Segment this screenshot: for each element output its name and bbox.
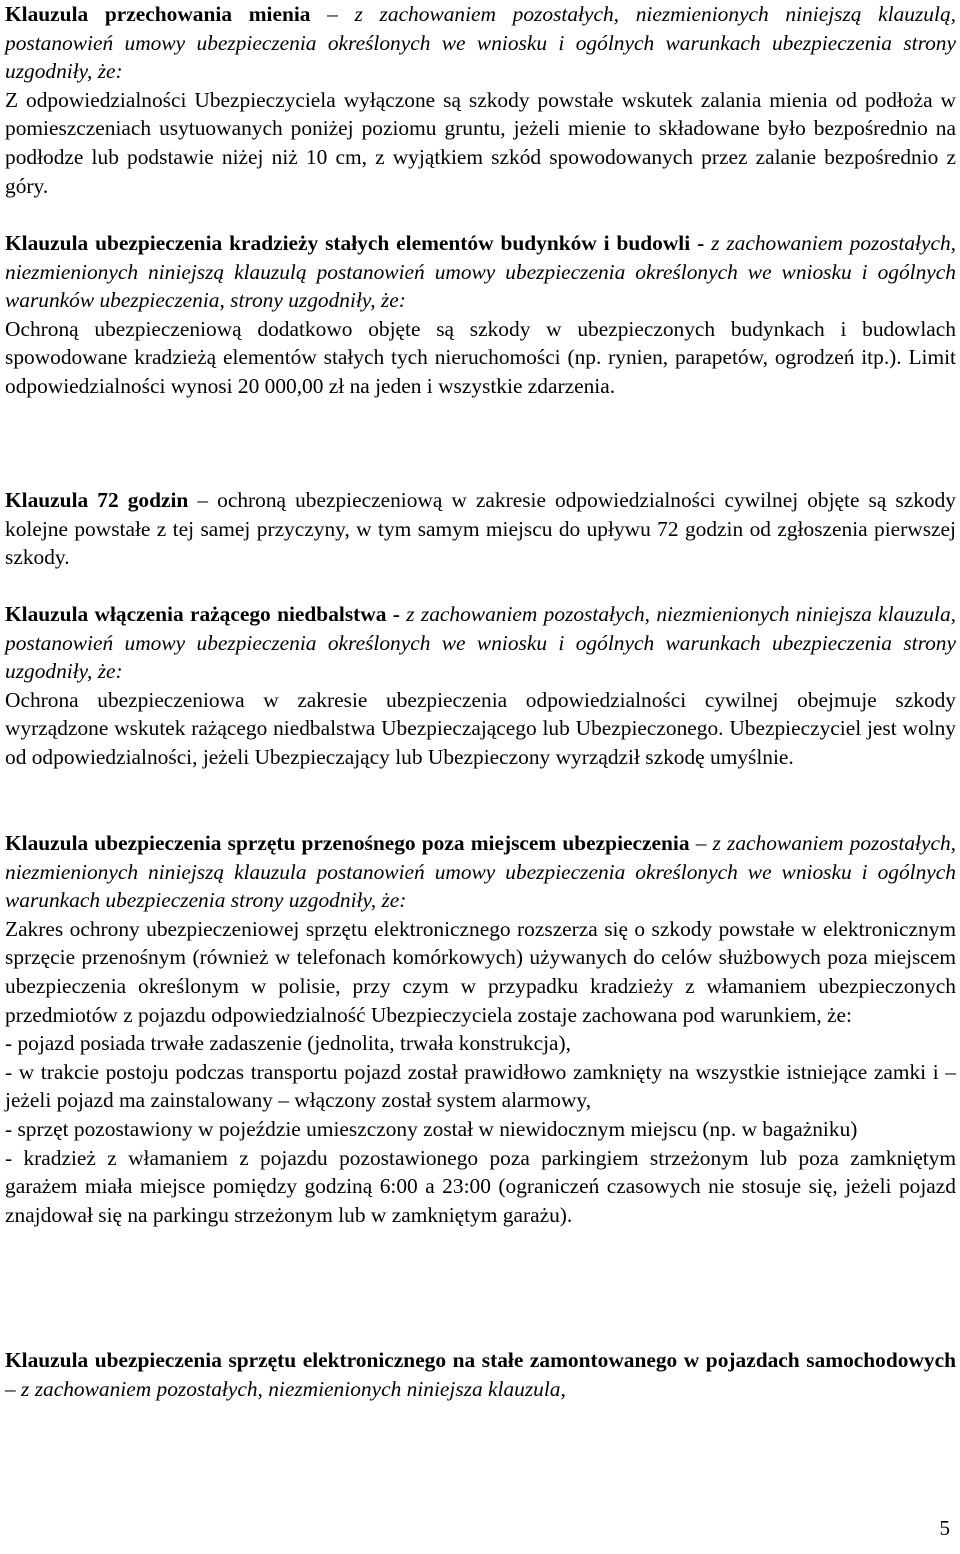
clause-separator: - xyxy=(690,231,712,255)
clause-separator: – xyxy=(5,1376,22,1401)
clause-intro: z zachowaniem pozostałych, niezmienionych niniejszą klauzula postanowień umowy ubezpieczenia określonych we wniosku i ogólnych warunkach ubezpieczenia strony uzgodniły, że: xyxy=(5,831,956,913)
clause-separator: – xyxy=(689,831,713,855)
clause-theft-building-elements xyxy=(5,229,956,401)
clause-intro: z zachowaniem pozostałych, niezmienionych niniejszą klauzulą postanowień umowy ubezpieczenia określonych we wniosku i ogólnych warunków ubezpieczenia, strony uzgodniły, że: xyxy=(5,231,956,313)
list-item: - pojazd posiada trwałe zadaszenie (jednolita, trwała konstrukcja), xyxy=(5,1031,572,1056)
clause-title: Klauzula ubezpieczenia sprzętu przenośnego poza miejscem ubezpieczenia xyxy=(5,831,690,855)
clause-vehicle-electronics xyxy=(5,1346,956,1403)
clause-72-hours xyxy=(5,486,956,572)
clause-title: Klauzula ubezpieczenia sprzętu elektronicznego na stałe zamontowanego w pojazdach samochodowych xyxy=(5,1348,956,1372)
clause-portable-equipment xyxy=(5,829,956,1229)
clause-body: Ochroną ubezpieczeniową dodatkowo objęte są szkody w ubezpieczonych budynkach i budowlach spowodowane kradzieżą elementów stałych tych nieruchomości (np. rynien, parapetów, ogrodzeń itp.). Limit odpowiedzialności wynosi 20 000,00 zł na jeden i wszystkie zdarzenia. xyxy=(5,316,956,398)
clause-separator: – xyxy=(188,488,218,512)
clause-title: Klauzula przechowania mienia xyxy=(5,2,311,26)
clause-title: Klauzula 72 godzin xyxy=(5,488,189,512)
clause-separator: - xyxy=(386,602,407,626)
clause-title: Klauzula włączenia rażącego niedbalstwa xyxy=(5,602,387,626)
clause-body: Ochrona ubezpieczeniowa w zakresie ubezpieczenia odpowiedzialności cywilnej obejmuje szkody wyrządzone wskutek rażącego niedbalstwa Ubezpieczającego lub Ubezpieczonego. Ubezpieczyciel jest wolny od odpowiedzialności, jeżeli Ubezpieczający lub Ubezpieczony wyrządził szkodę umyślnie. xyxy=(5,687,956,769)
list-item: - w trakcie postoju podczas transportu pojazd został prawidłowo zamknięty na wszystkie istniejące zamki i – jeżeli pojazd ma zainstalowany – włączony został system alarmowy, xyxy=(5,1059,956,1113)
clause-body: Z odpowiedzialności Ubezpieczyciela wyłączone są szkody powstałe wskutek zalania mienia od podłoża w pomieszczeniach usytuowanych poniżej poziomu gruntu, jeżeli mienie to składowane było bezpośrednio na podłodze lub podstawie niżej niż 10 cm, z wyjątkiem szkód spowodowanych przez zalanie bezpośrednio z góry. xyxy=(5,87,956,198)
clause-title: Klauzula ubezpieczenia kradzieży stałych elementów budynków i budowli xyxy=(5,231,691,255)
clause-intro: z zachowaniem pozostałych, niezmienionych niniejsza klauzula, xyxy=(21,1376,566,1401)
list-item: - sprzęt pozostawiony w pojeździe umieszczony został w niewidocznym miejscu (np. w bagażniku) xyxy=(5,1116,858,1141)
clause-intro: z zachowaniem pozostałych, niezmienionych niniejszą klauzulą, postanowień umowy ubezpieczenia określonych we wniosku i ogólnych warunkach ubezpieczenia strony uzgodniły, że: xyxy=(5,2,956,84)
clause-storage xyxy=(5,0,956,200)
clause-separator: – xyxy=(310,2,355,26)
page-number: 5 xyxy=(939,1516,950,1540)
clause-body: Zakres ochrony ubezpieczeniowej sprzętu elektronicznego rozszerza się o szkody powstałe w elektronicznym sprzęcie przenośnym (również w telefonach komórkowych) używanych do celów służbowych poza miejscem ubezpieczenia określonym w polisie, przy czym w przypadku kradzieży z włamaniem ubezpieczonych przedmiotów z pojazdu odpowiedzialność Ubezpieczyciela zostaje zachowana pod warunkiem, że: xyxy=(5,916,956,1027)
clause-body: ochroną ubezpieczeniową w zakresie odpowiedzialności cywilnej objęte są szkody kolejne powstałe z tej samej przyczyny, w tym samym miejscu do upływu 72 godzin od zgłoszenia pierwszej szkody. xyxy=(5,488,956,570)
list-item: - kradzież z włamaniem z pojazdu pozostawionego poza parkingiem strzeżonym lub poza zamkniętym garażem miała miejsce pomiędzy godziną 6:00 a 23:00 (ograniczeń czasowych nie stosuje się, jeżeli pojazd znajdował się na parkingu strzeżonym lub w zamkniętym garażu). xyxy=(5,1145,956,1227)
clause-intro: z zachowaniem pozostałych, niezmienionych niniejsza klauzula, postanowień umowy ubezpieczenia określonych we wniosku i ogólnych warunkach ubezpieczenia strony uzgodniły, że: xyxy=(5,602,956,684)
clause-gross-negligence xyxy=(5,600,956,772)
